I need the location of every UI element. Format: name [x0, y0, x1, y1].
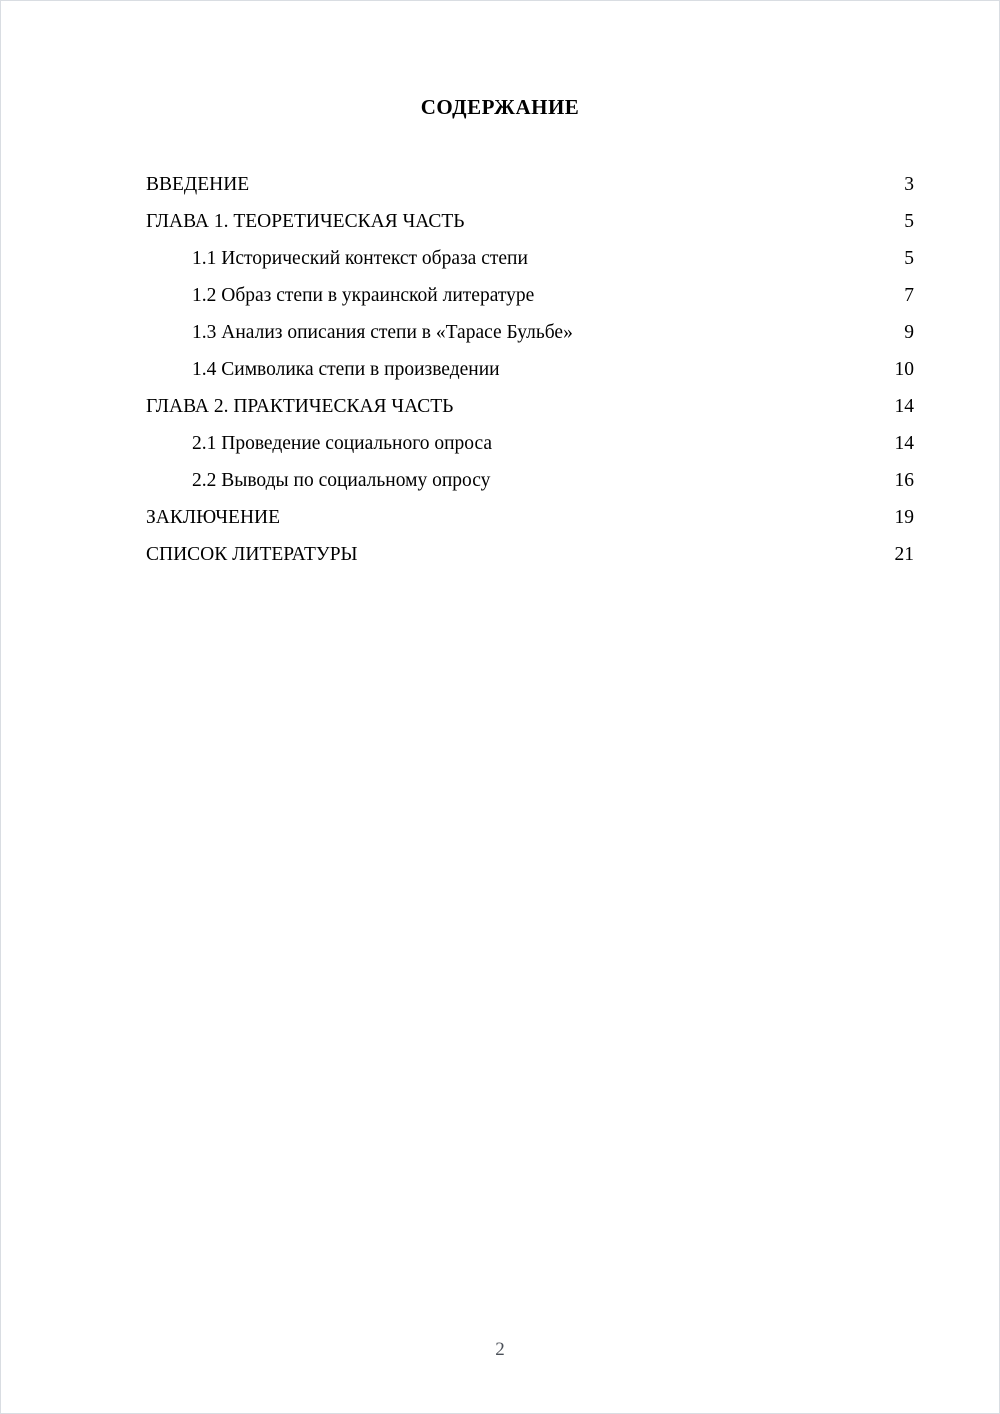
- toc-entry: [146, 351, 914, 388]
- toc-entry: [146, 425, 914, 462]
- toc-entry-page: 16: [894, 470, 914, 491]
- toc-entry-page: 5: [904, 211, 914, 232]
- page-number: 2: [495, 1339, 505, 1360]
- toc-entry-label: 1.2 Образ степи в украинской литературе: [192, 285, 535, 306]
- toc-entry: [146, 277, 914, 314]
- toc-entry-label: 1.4 Символика степи в произведении: [192, 359, 500, 380]
- table-of-contents: [146, 166, 914, 573]
- toc-entry-page: 19: [894, 507, 914, 528]
- toc-entry-label: ЗАКЛЮЧЕНИЕ: [146, 507, 281, 528]
- toc-entry-page: 5: [904, 248, 914, 269]
- toc-entry-page: 3: [904, 174, 914, 195]
- toc-entry-page: 21: [894, 544, 914, 565]
- toc-entry-label: СПИСОК ЛИТЕРАТУРЫ: [146, 544, 358, 565]
- toc-entry: [146, 462, 914, 499]
- toc-entry: [146, 388, 914, 425]
- toc-entry: [146, 240, 914, 277]
- toc-entry: [146, 536, 914, 573]
- toc-entry: [146, 499, 914, 536]
- toc-entry-page: 14: [894, 396, 914, 417]
- toc-entry: [146, 166, 914, 203]
- toc-entry-label: 2.2 Выводы по социальному опросу: [192, 470, 491, 491]
- toc-entry-label: 1.3 Анализ описания степи в «Тарасе Бульбе»: [192, 322, 573, 343]
- toc-entry: [146, 203, 914, 240]
- page-title: СОДЕРЖАНИЕ: [420, 95, 580, 119]
- toc-entry-label: ВВЕДЕНИЕ: [146, 174, 250, 195]
- toc-entry-label: ГЛАВА 1. ТЕОРЕТИЧЕСКАЯ ЧАСТЬ: [146, 211, 465, 232]
- toc-entry-label: ГЛАВА 2. ПРАКТИЧЕСКАЯ ЧАСТЬ: [146, 396, 454, 417]
- toc-entry-page: 9: [904, 322, 914, 343]
- toc-entry-page: 10: [894, 359, 914, 380]
- toc-entry-label: 1.1 Исторический контекст образа степи: [192, 248, 528, 269]
- toc-entry: [146, 314, 914, 351]
- toc-entry-label: 2.1 Проведение социального опроса: [192, 433, 493, 454]
- toc-entry-page: 7: [904, 285, 914, 306]
- toc-entry-page: 14: [894, 433, 914, 454]
